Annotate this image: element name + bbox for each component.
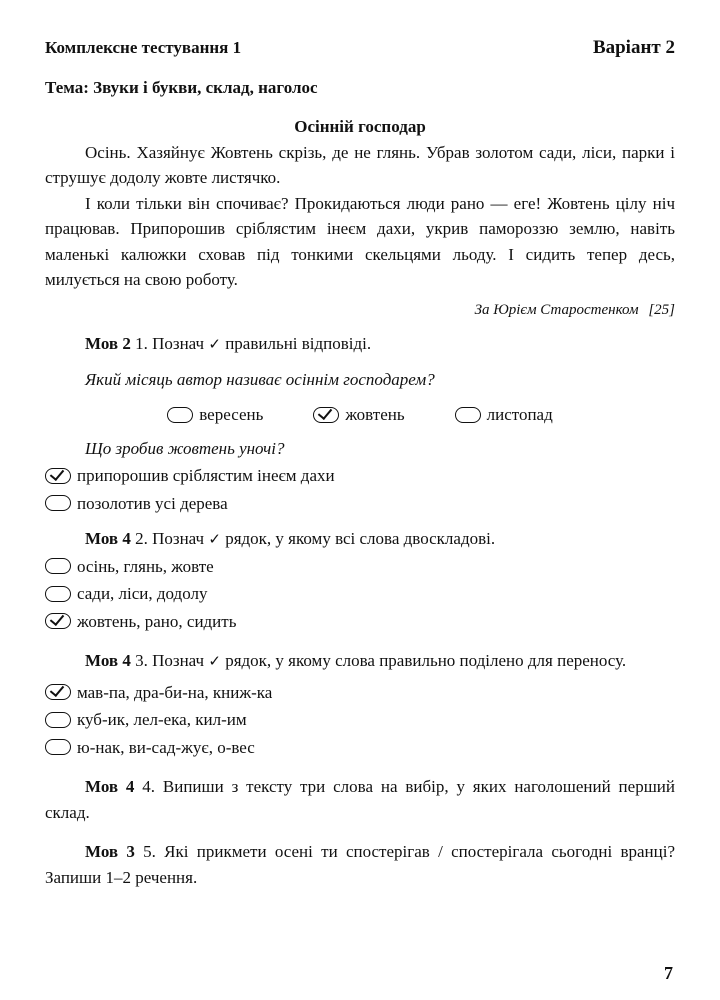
option-zhovten[interactable] (313, 402, 404, 428)
story-paragraph: І коли тільки він спочиває? Прокидаються люди рано — еге! Жовтень цілу ніч працював. Припорошив сріблястим інеєм дахи, укрив памороззю землю, навіть маленькі калюжки сховав під тонкими скельцями льоду. І сидить тепер десь, милується на свою роботу. (45, 193, 675, 289)
list-item[interactable] (45, 707, 675, 733)
option-label: мав-па, дра-би-на, книж-ка (77, 682, 273, 702)
task-4 (45, 774, 675, 825)
task-1-question-2: Що зробив жовтень уночі? (85, 438, 285, 458)
story-title: Осінній господар (294, 117, 426, 136)
task-2-options (45, 554, 675, 635)
option-label: листопад (486, 405, 553, 424)
task-4-text: 4. Випиши з тексту три слова на вибір, у яких наголошений перший склад. (45, 777, 675, 822)
option-label: жовтень (345, 405, 405, 424)
task-2-text: рядок, у якому всі слова двоскладові. (225, 529, 496, 548)
answer-checkbox-checked[interactable] (45, 468, 71, 484)
task-3-level: Мов 4 (85, 651, 131, 670)
task-1-question-1: Який місяць автор називає осіннім господарем? (85, 369, 435, 389)
task-5-level: Мов 3 (85, 842, 135, 861)
task-1 (45, 331, 675, 357)
option-lystopad[interactable] (455, 402, 553, 428)
task-5 (45, 839, 675, 890)
task-2-level: Мов 4 (85, 529, 131, 548)
story-attribution (45, 299, 675, 322)
checkmark-icon: ✓ (208, 530, 221, 548)
answer-checkbox[interactable] (45, 739, 71, 755)
task-5-text: 5. Які прикмети осені ти спостерігав / спостерігала сьогодні вранці? Запиши 1–2 речення. (45, 842, 675, 887)
task-1-question-1-options (45, 402, 675, 428)
task-4-level: Мов 4 (85, 777, 135, 796)
task-2 (45, 526, 675, 552)
task-2-number: 2. (135, 529, 148, 548)
answer-checkbox[interactable] (45, 586, 71, 602)
story-paragraph: Осінь. Хазяйнує Жовтень скрізь, де не глянь. Убрав золотом сади, ліси, парки і струшує додолу жовте листячко. (45, 142, 675, 187)
task-3 (45, 648, 675, 674)
task-3-verb: Познач (152, 651, 205, 670)
task-1-text: правильні відповіді. (225, 334, 372, 353)
list-item[interactable] (45, 609, 675, 635)
task-3-number: 3. (135, 651, 148, 670)
test-page (45, 34, 675, 890)
task-3-options (45, 680, 675, 761)
variant-label: Варіант 2 (592, 37, 675, 58)
option-label: куб-ик, лел-ека, кил-им (77, 710, 247, 729)
task-1-verb: Познач (152, 334, 205, 353)
test-title: Комплексне тестування 1 (45, 38, 242, 57)
task-2-verb: Познач (152, 529, 205, 548)
page-header (45, 34, 675, 63)
option-veresen[interactable] (167, 402, 263, 428)
list-item[interactable] (45, 680, 675, 706)
list-item[interactable] (45, 491, 675, 517)
page-number: 7 (664, 963, 673, 983)
option-label: припорошив сріблястим інеєм дахи (77, 466, 335, 485)
option-label: позолотив усі дерева (77, 493, 228, 513)
option-label: жовтень, рано, сидить (77, 611, 237, 631)
task-3-text: рядок, у якому слова правильно поділено для переносу. (225, 651, 627, 670)
answer-checkbox[interactable] (167, 407, 193, 423)
task-1-question-2-options (45, 463, 675, 516)
list-item[interactable] (45, 463, 675, 489)
option-label: вересень (199, 405, 264, 424)
list-item[interactable] (45, 735, 675, 761)
option-label: сади, ліси, додолу (77, 584, 208, 603)
option-label: осінь, глянь, жовте (77, 556, 214, 576)
task-1-number: 1. (135, 334, 148, 353)
task-1-level: Мов 2 (85, 334, 131, 353)
author-name: За Юрієм Старостенком (474, 301, 639, 318)
answer-checkbox[interactable] (455, 407, 481, 423)
topic-heading: Тема: Звуки і букви, склад, наголос (45, 77, 318, 97)
answer-checkbox-checked[interactable] (313, 407, 339, 423)
word-count: [25] (648, 301, 675, 318)
option-label: ю-нак, ви-сад-жує, о-вес (77, 737, 255, 757)
list-item[interactable] (45, 554, 675, 580)
answer-checkbox-checked[interactable] (45, 684, 71, 700)
answer-checkbox[interactable] (45, 558, 71, 574)
checkmark-icon: ✓ (208, 335, 221, 353)
answer-checkbox[interactable] (45, 712, 71, 728)
checkmark-icon: ✓ (208, 652, 221, 670)
answer-checkbox-checked[interactable] (45, 613, 71, 629)
list-item[interactable] (45, 581, 675, 607)
answer-checkbox[interactable] (45, 495, 71, 511)
